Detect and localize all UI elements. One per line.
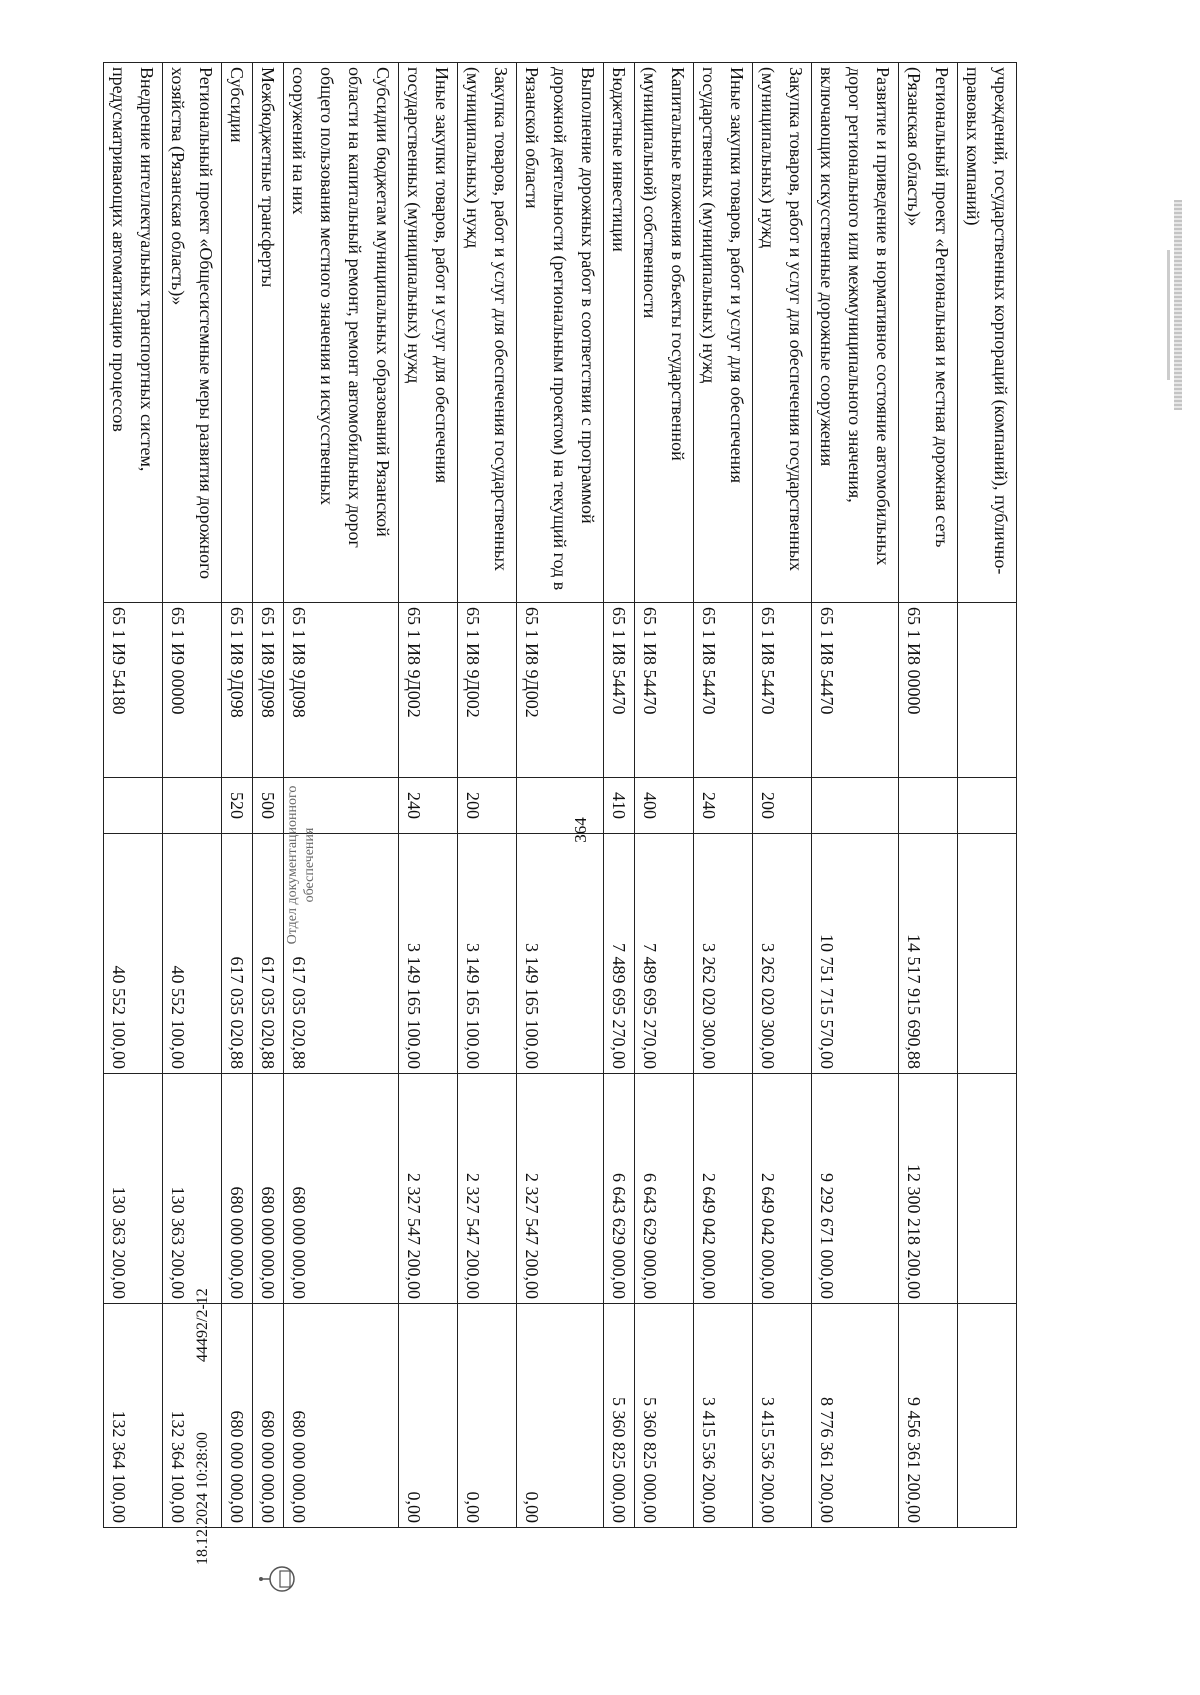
row-expense-type — [812, 778, 899, 834]
row-name: Выполнение дорожных работ в соответствии с программой дорожной деятельности (региональным проектом) на текущий год в Рязанской области — [517, 63, 604, 603]
row-code: 65 1 И8 54470 — [604, 603, 635, 778]
row-expense-type: 520 — [222, 778, 253, 834]
row-code: 65 1 И8 00000 — [899, 603, 958, 778]
scan-edge-mark-2 — [1167, 250, 1170, 380]
row-code: 65 1 И8 9Д002 — [458, 603, 517, 778]
table-row — [163, 63, 222, 1528]
emblem-icon — [256, 1558, 298, 1600]
row-value-3 — [958, 1304, 1017, 1528]
row-value-1: 14 517 915 690,88 — [899, 834, 958, 1074]
row-expense-type — [899, 778, 958, 834]
row-expense-type: 410 — [604, 778, 635, 834]
row-name: Развитие и приведение в нормативное состояние автомобильных дорог регионального или межмуниципального значения, включающих искусственные дорожные сооружения — [812, 63, 899, 603]
row-value-1: 617 035 020,88 — [284, 834, 399, 1074]
row-name: Иные закупки товаров, работ и услуг для обеспечения государственных (муниципальных) нужд — [694, 63, 753, 603]
row-expense-type: 400 — [635, 778, 694, 834]
row-code: 65 1 И8 54470 — [694, 603, 753, 778]
row-code: 65 1 И8 9Д002 — [517, 603, 604, 778]
department-stamp — [284, 700, 318, 1030]
row-expense-type — [517, 778, 604, 834]
row-value-1: 617 035 020,88 — [253, 834, 284, 1074]
row-value-3: 680 000 000,00 — [253, 1304, 284, 1528]
row-value-3: 3 415 536 200,00 — [753, 1304, 812, 1528]
row-value-1: 3 149 165 100,00 — [399, 834, 458, 1074]
table-row — [253, 63, 284, 1528]
table-row — [635, 63, 694, 1528]
row-code — [958, 603, 1017, 778]
table-row — [399, 63, 458, 1528]
row-code: 65 1 И8 9Д098 — [253, 603, 284, 778]
row-code: 65 1 И8 54470 — [753, 603, 812, 778]
table-row — [694, 63, 753, 1528]
row-value-3: 9 456 361 200,00 — [899, 1304, 958, 1528]
row-value-1: 3 149 165 100,00 — [458, 834, 517, 1074]
row-value-3: 0,00 — [399, 1304, 458, 1528]
row-value-3: 132 364 100,00 — [104, 1304, 163, 1528]
table-row — [517, 63, 604, 1528]
row-name: Бюджетные инвестиции — [604, 63, 635, 603]
row-code: 65 1 И9 00000 — [163, 603, 222, 778]
table-row — [222, 63, 253, 1528]
row-value-2: 9 292 671 000,00 — [812, 1074, 899, 1304]
row-value-2: 12 300 218 200,00 — [899, 1074, 958, 1304]
row-value-1: 7 489 695 270,00 — [635, 834, 694, 1074]
row-value-2: 2 327 547 200,00 — [399, 1074, 458, 1304]
row-expense-type — [104, 778, 163, 834]
row-value-2: 2 649 042 000,00 — [694, 1074, 753, 1304]
row-expense-type: 200 — [458, 778, 517, 834]
row-value-2: 2 649 042 000,00 — [753, 1074, 812, 1304]
row-value-3: 680 000 000,00 — [222, 1304, 253, 1528]
row-value-1: 10 751 715 570,00 — [812, 834, 899, 1074]
row-name: Иные закупки товаров, работ и услуг для обеспечения государственных (муниципальных) нужд — [399, 63, 458, 603]
table-row — [104, 63, 163, 1528]
row-name: Субсидии — [222, 63, 253, 603]
row-value-3: 3 415 536 200,00 — [694, 1304, 753, 1528]
row-name: Закупка товаров, работ и услуг для обеспечения государственных (муниципальных) нужд — [753, 63, 812, 603]
table-row — [458, 63, 517, 1528]
budget-table — [103, 62, 1017, 1528]
footer-doc-code: 44492/2-12 — [194, 1288, 211, 1362]
stamp-line-2: обеспечения — [302, 827, 317, 903]
row-expense-type: 240 — [694, 778, 753, 834]
row-value-2: 680 000 000,00 — [253, 1074, 284, 1304]
row-expense-type: 240 — [399, 778, 458, 834]
row-name: учреждений, государственных корпораций (компаний), публично-правовых компаний) — [958, 63, 1017, 603]
scan-edge-mark — [1174, 200, 1182, 410]
row-value-1: 3 149 165 100,00 — [517, 834, 604, 1074]
row-name: Межбюджетные трансферты — [253, 63, 284, 603]
row-name: Закупка товаров, работ и услуг для обеспечения государственных (муниципальных) нужд — [458, 63, 517, 603]
row-code: 65 1 И9 54180 — [104, 603, 163, 778]
row-value-1 — [958, 834, 1017, 1074]
row-value-3: 8 776 361 200,00 — [812, 1304, 899, 1528]
row-value-2: 2 327 547 200,00 — [458, 1074, 517, 1304]
row-value-2: 6 643 629 000,00 — [604, 1074, 635, 1304]
row-value-3: 0,00 — [517, 1304, 604, 1528]
row-name: Региональный проект «Региональная и местная дорожная сеть (Рязанская область)» — [899, 63, 958, 603]
page-number: 364 — [570, 817, 590, 843]
row-code: 65 1 И8 54470 — [812, 603, 899, 778]
row-expense-type: 200 — [753, 778, 812, 834]
row-value-3: 0,00 — [458, 1304, 517, 1528]
row-value-2: 2 327 547 200,00 — [517, 1074, 604, 1304]
table-row — [899, 63, 958, 1528]
row-name: Внедрение интеллектуальных транспортных систем, предусматривающих автоматизацию процессов — [104, 63, 163, 603]
row-value-1: 7 489 695 270,00 — [604, 834, 635, 1074]
row-value-3: 680 000 000,00 — [284, 1304, 399, 1528]
row-code: 65 1 И8 9Д002 — [399, 603, 458, 778]
row-value-1: 3 262 020 300,00 — [694, 834, 753, 1074]
row-value-1: 617 035 020,88 — [222, 834, 253, 1074]
stamp-line-1: Отдел документационного — [285, 785, 300, 945]
row-value-3: 5 360 825 000,00 — [635, 1304, 694, 1528]
row-code: 65 1 И8 9Д098 — [222, 603, 253, 778]
row-value-1: 3 262 020 300,00 — [753, 834, 812, 1074]
row-expense-type: 500 — [253, 778, 284, 834]
row-value-2: 680 000 000,00 — [222, 1074, 253, 1304]
row-value-2: 6 643 629 000,00 — [635, 1074, 694, 1304]
table-row — [812, 63, 899, 1528]
row-value-2: 680 000 000,00 — [284, 1074, 399, 1304]
row-value-1: 40 552 100,00 — [104, 834, 163, 1074]
footer-datetime: 18.12.2024 10:28:00 — [194, 1432, 211, 1565]
row-value-1: 40 552 100,00 — [163, 834, 222, 1074]
row-value-2 — [958, 1074, 1017, 1304]
row-value-3: 132 364 100,00 — [163, 1304, 222, 1528]
row-expense-type — [163, 778, 222, 834]
row-value-3: 5 360 825 000,00 — [604, 1304, 635, 1528]
table-row — [604, 63, 635, 1528]
row-name: Капитальные вложения в объекты государственной (муниципальной) собственности — [635, 63, 694, 603]
row-code: 65 1 И8 54470 — [635, 603, 694, 778]
budget-table-container — [109, 62, 1017, 1527]
row-expense-type — [958, 778, 1017, 834]
row-code: 65 1 И8 9Д098 — [284, 603, 399, 778]
row-name: Субсидии бюджетам муниципальных образований Рязанской области на капитальный ремонт, ремонт автомобильных дорог общего пользования местного значения и искусственных сооружений на них — [284, 63, 399, 603]
table-body — [104, 63, 1017, 1528]
row-name: Региональный проект «Общесистемные меры развития дорожного хозяйства (Рязанская область)» — [163, 63, 222, 603]
table-row — [958, 63, 1017, 1528]
table-row — [753, 63, 812, 1528]
row-value-2: 130 363 200,00 — [163, 1074, 222, 1304]
row-value-2: 130 363 200,00 — [104, 1074, 163, 1304]
